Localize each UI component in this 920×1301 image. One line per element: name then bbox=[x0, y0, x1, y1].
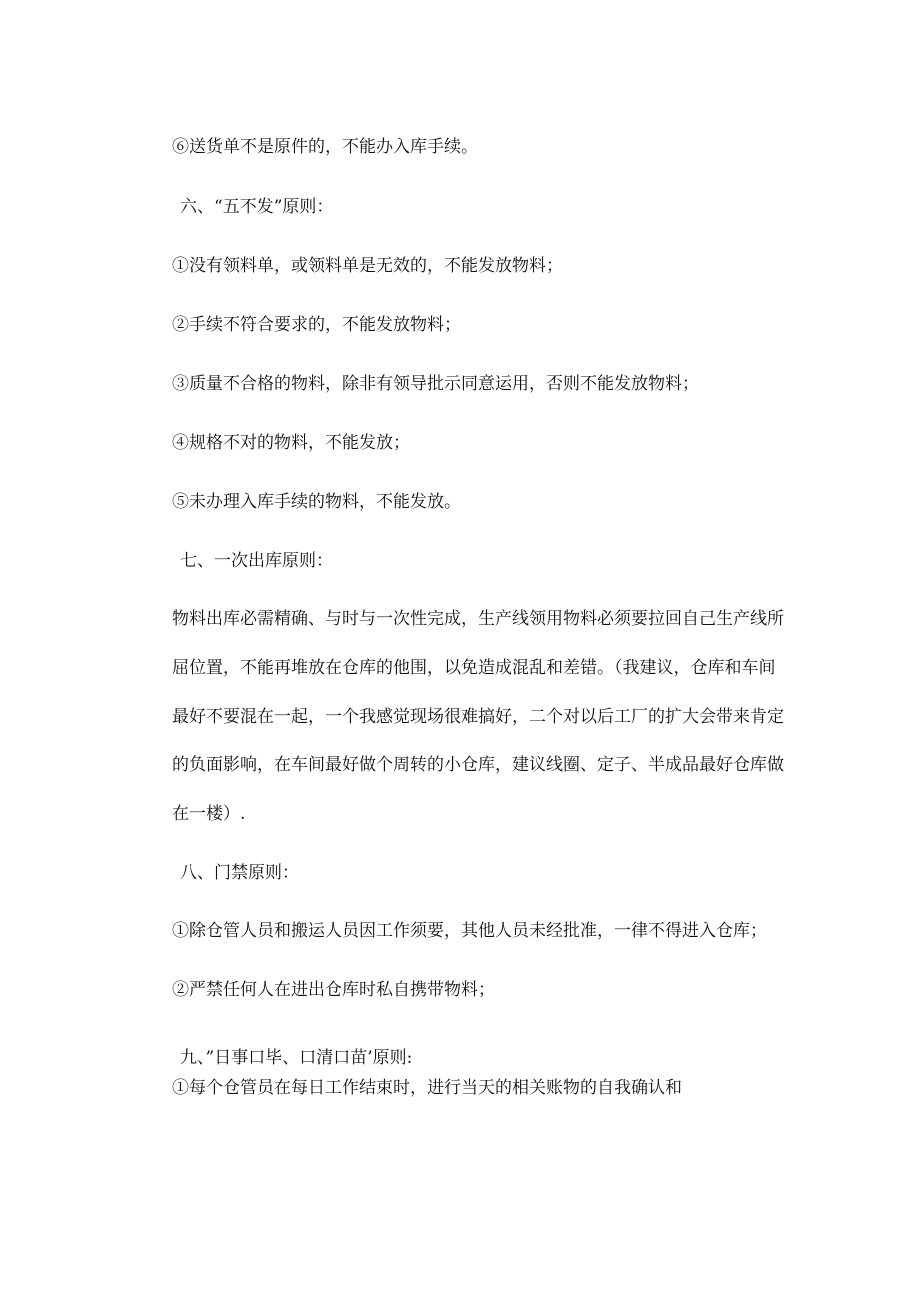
paragraph-line-3: 最好不要混在一起，一个我感觉现场很难搞好，二个对以后工厂的扩大会带来肯定 bbox=[172, 707, 784, 727]
rule-item-5: ⑤未办理入库手续的物料，不能发放。 bbox=[172, 492, 461, 512]
rule-item-2: ②手续不符合要求的，不能发放物料； bbox=[172, 315, 461, 335]
rule-item-1: ①没有领料单，或领料单是无效的，不能发放物料； bbox=[172, 256, 563, 276]
rule-item-3: ③质量不合格的物料，除非有领导批示同意运用，否则不能发放物料； bbox=[172, 374, 699, 394]
paragraph-line-2: 屈位置，不能再堆放在仓库的他围，以免造成混乱和差错。（我建议，仓库和车间 bbox=[172, 658, 776, 678]
rule-item-2-access: ②严禁任何人在进出仓库时私自携带物料； bbox=[172, 980, 495, 1000]
paragraph-line-1: 物料出库必需精确、与时与一次性完成，生产线领用物料必须要拉回自己生产线所 bbox=[172, 609, 784, 629]
section-heading-7: 七、一次出库原则： bbox=[180, 551, 333, 571]
rule-item-6: ⑥送货单不是原件的，不能办入库手续。 bbox=[172, 137, 478, 157]
rule-item-1-daily: ①每个仓管员在每日工作结束时，进行当天的相关账物的自我确认和 bbox=[172, 1078, 682, 1098]
paragraph-line-5: 在一楼）. bbox=[172, 804, 246, 824]
rule-item-4: ④规格不对的物料，不能发放； bbox=[172, 433, 410, 453]
paragraph-line-4: 的负面影响，在车间最好做个周转的小仓库，建议线圈、定子、半成品最好仓库做 bbox=[172, 755, 784, 775]
rule-item-1-access: ①除仓管人员和搬运人员因工作须要，其他人员未经批准，一律不得进入仓库； bbox=[172, 921, 767, 941]
section-heading-9: 九、”日事口毕、口清口苗’原则: bbox=[180, 1048, 413, 1068]
section-heading-8: 八、门禁原则： bbox=[180, 863, 299, 883]
section-heading-6: 六、“五不发”原则： bbox=[180, 197, 334, 217]
